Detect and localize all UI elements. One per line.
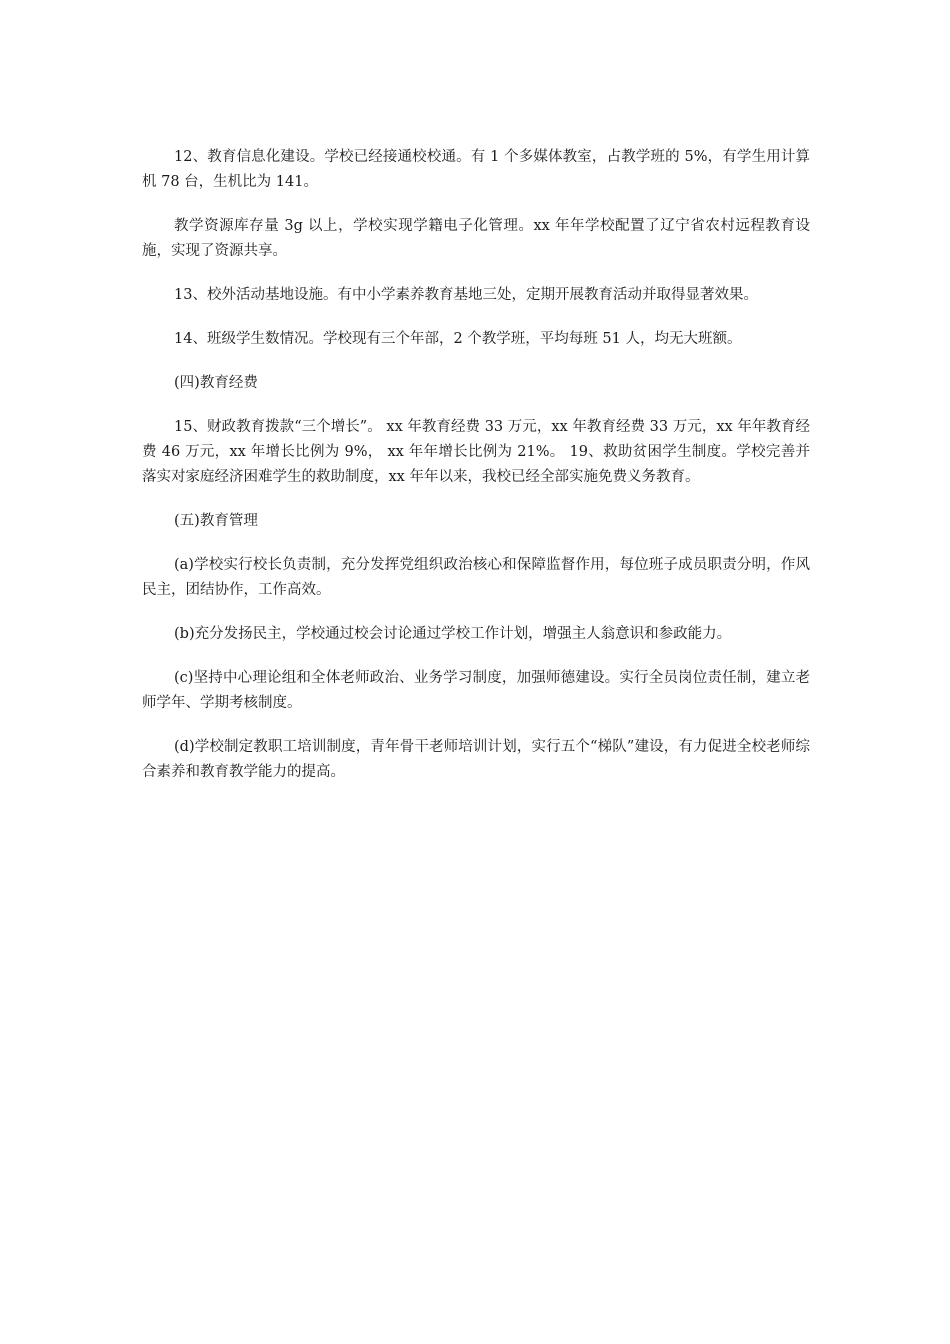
section-heading-management: (五)教育管理 xyxy=(174,513,258,529)
document-body xyxy=(142,145,810,804)
paragraph-management-c: (c)坚持中心理论组和全体老师政治、业务学习制度，加强师德建设。实行全员岗位责任制，建立老师学年、学期考核制度。 xyxy=(142,670,810,711)
paragraph-item-15: 15、财政教育拨款“三个增长”。 xx 年教育经费 33 万元，xx 年教育经费 33 万元，xx 年年教育经费 46 万元，xx 年增长比例为 9%， xx 年年增长比例为 21%。 19、救助贫困学生制度。学校完善并落实对家庭经济困难学生的救助制度，xx 年年以来，我校已经全部实施免费义务教育。 xyxy=(142,419,810,485)
paragraph-item-14: 14、班级学生数情况。学校现有三个年部，2 个教学班，平均每班 51 人，均无大班额。 xyxy=(174,331,742,347)
paragraph-management-a: (a)学校实行校长负责制，充分发挥党组织政治核心和保障监督作用，每位班子成员职责分明，作风民主，团结协作，工作高效。 xyxy=(142,557,810,598)
paragraph-management-d: (d)学校制定教职工培训制度，青年骨干老师培训计划，实行五个“梯队”建设，有力促进全校老师综合素养和教育教学能力的提高。 xyxy=(142,739,810,780)
paragraph-item-12: 12、教育信息化建设。学校已经接通校校通。有 1 个多媒体教室，占教学班的 5%，有学生用计算机 78 台，生机比为 141。 xyxy=(142,149,810,190)
section-heading-funding: (四)教育经费 xyxy=(174,375,258,391)
paragraph-management-b: (b)充分发扬民主，学校通过校会讨论通过学校工作计划，增强主人翁意识和参政能力。 xyxy=(174,626,732,642)
paragraph-resource-library: 教学资源库存量 3g 以上，学校实现学籍电子化管理。xx 年年学校配置了辽宁省农村远程教育设施，实现了资源共享。 xyxy=(142,218,810,259)
paragraph-item-13: 13、校外活动基地设施。有中小学素养教育基地三处，定期开展教育活动并取得显著效果。 xyxy=(174,287,758,303)
